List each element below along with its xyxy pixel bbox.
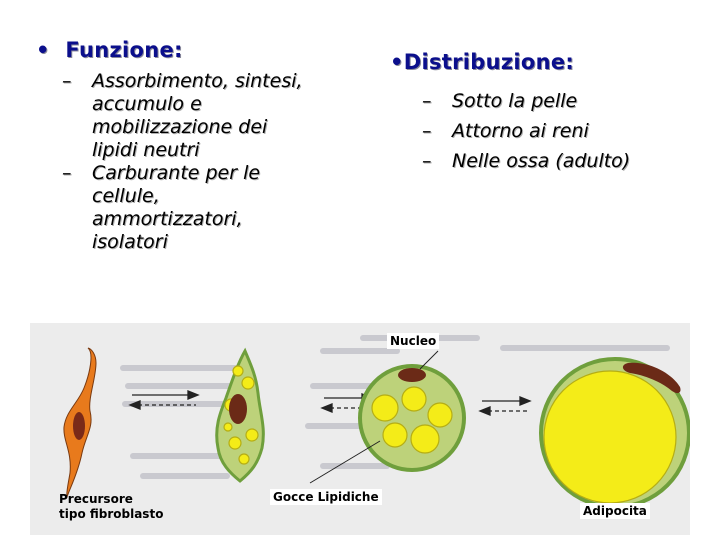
funzione-line: mobilizzazione dei — [92, 116, 268, 138]
dash-marker: – — [62, 70, 72, 92]
distribuzione-text: Sotto la pelle — [452, 90, 578, 112]
funzione-line: lipidi neutri — [92, 139, 200, 161]
immature-nucleus — [398, 368, 426, 382]
dash-marker: – — [422, 90, 432, 112]
funzione-line: Assorbimento, sintesi, — [92, 70, 303, 92]
dash-marker: – — [62, 162, 72, 184]
distribuzione-text: Attorno ai reni — [452, 120, 589, 142]
funzione-heading — [36, 38, 183, 62]
distribuzione-heading — [390, 50, 574, 74]
funzione-line: isolatori — [92, 231, 168, 253]
funzione-line: ammortizzatori, — [92, 208, 243, 230]
label-precursore-line2: tipo fibroblasto — [59, 507, 164, 521]
distribuzione-item-ossa — [418, 146, 630, 176]
funzione-line: accumulo e — [92, 93, 202, 115]
funzione-title: Funzione: — [65, 38, 183, 62]
distribuzione-item-pelle — [418, 86, 630, 116]
dash-marker: – — [422, 150, 432, 172]
distribuzione-title: Distribuzione: — [403, 50, 575, 74]
distribuzione-list — [418, 86, 630, 176]
adipocyte-differentiation-figure — [30, 323, 690, 535]
preadipocyte-nucleus — [229, 394, 247, 424]
label-nucleo: Nucleo — [387, 333, 439, 349]
funzione-line: cellule, — [92, 185, 160, 207]
funzione-line: Carburante per le — [92, 162, 261, 184]
precursor-nucleus — [73, 412, 85, 440]
distribuzione-bullet: • — [390, 50, 404, 74]
funzione-list — [58, 70, 303, 254]
label-adipocita: Adipocita — [580, 503, 650, 519]
label-precursore-line1: Precursore — [59, 492, 133, 506]
funzione-bullet: • — [36, 38, 50, 62]
distribuzione-item-reni — [418, 116, 630, 146]
label-precursore — [56, 491, 166, 523]
funzione-item-assorbimento — [58, 70, 303, 162]
funzione-item-carburante — [58, 162, 303, 254]
label-gocce-lipidiche: Gocce Lipidiche — [270, 489, 382, 505]
distribuzione-text: Nelle ossa (adulto) — [452, 150, 631, 172]
mature-lipid-droplet — [544, 371, 676, 503]
dash-marker: – — [422, 120, 432, 142]
